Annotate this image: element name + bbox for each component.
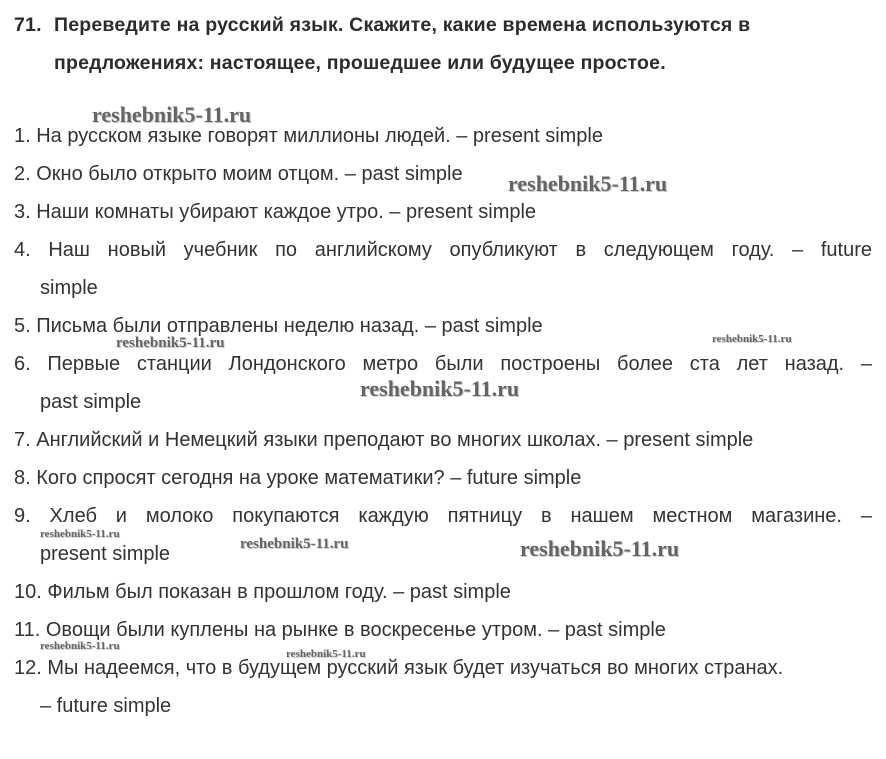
watermark: reshebnik5-11.ru [520,536,680,561]
sentence-5: 5. Письма были отправлены неделю назад. – past simple [14,315,543,337]
watermark: reshebnik5-11.ru [92,102,252,127]
sentence-3: 3. Наши комнаты убирают каждое утро. – present simple [14,201,537,223]
sentence-1: 1. На русском языке говорят миллионы людей. – present simple [14,125,603,147]
sentence-11: 11. Овощи были куплены на рынке в воскресенье утром. – past simple [14,619,666,641]
sentence-6: 6. Первые станции Лондонского метро были построены более ста лет назад. – [14,353,872,375]
task-instruction-line1: Переведите на русский язык. Скажите, какие времена используются в [54,14,751,36]
sentence-6-continuation: past simple [40,391,142,413]
sentence-4-continuation: simple [40,277,98,299]
watermark: reshebnik5-11.ru [712,333,792,345]
watermark: reshebnik5-11.ru [508,171,668,196]
sentence-9: 9. Хлеб и молоко покупаются каждую пятницу в нашем местном магазине. – [14,505,872,527]
sentence-9-continuation: present simple [40,543,171,565]
sentence-12: 12. Мы надеемся, что в будущем русский язык будет изучаться во многих странах. [14,657,784,679]
watermark: reshebnik5-11.ru [116,335,225,351]
watermark: reshebnik5-11.ru [40,640,120,652]
watermark: reshebnik5-11.ru [360,376,520,401]
task-instruction-line2: предложениях: настоящее, прошедшее или будущее простое. [54,52,666,74]
sentence-12-continuation: – future simple [40,695,172,717]
watermark: reshebnik5-11.ru [286,648,366,660]
sentence-7: 7. Английский и Немецкий языки преподают во многих школах. – present simple [14,429,754,451]
sentence-8: 8. Кого спросят сегодня на уроке математики? – future simple [14,467,582,489]
watermark: reshebnik5-11.ru [40,528,120,540]
watermark: reshebnik5-11.ru [240,536,349,552]
sentence-4: 4. Наш новый учебник по английскому опубликуют в следующем году. – future [14,239,872,261]
sentence-2: 2. Окно было открыто моим отцом. – past simple [14,163,463,185]
task-number: 71. [14,14,42,36]
task-heading [14,6,874,82]
sentence-10: 10. Фильм был показан в прошлом году. – past simple [14,581,511,603]
